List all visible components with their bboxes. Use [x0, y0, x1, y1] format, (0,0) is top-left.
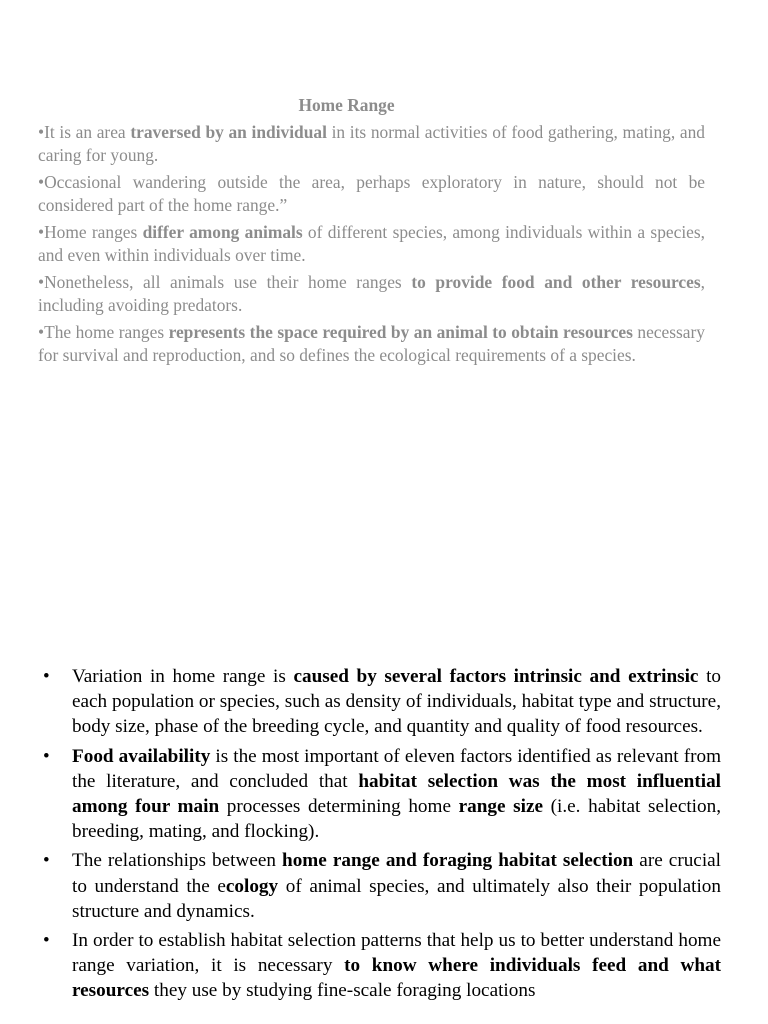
text-run: they use by studying fine-scale foraging locations: [149, 980, 536, 1002]
list-item-text: [72, 930, 721, 1001]
text-run: The relationships between: [72, 850, 283, 872]
text-run: •It is an area: [38, 122, 131, 142]
bold-text-run: caused by several factors intrinsic and extrinsic: [293, 666, 699, 687]
bold-text-run: represents the space required by an animal to obtain resources: [168, 322, 633, 342]
home-range-bullet-list: [38, 121, 705, 367]
home-range-paragraph: [38, 321, 705, 367]
bold-text-run: home range and foraging habitat selection: [282, 850, 634, 872]
bullet-icon: •: [43, 666, 50, 687]
list-item: [38, 664, 721, 740]
text-run: of animal species, and ultimately also their population structure and dynamics.: [72, 875, 721, 922]
bold-text-run: habitat selection was the most influential among four main: [72, 770, 721, 818]
list-item-text: [72, 666, 721, 737]
text-run: , including avoiding predators.: [38, 272, 705, 315]
list-item: [38, 928, 721, 1004]
bold-text-run: traversed by an individual: [130, 122, 327, 142]
list-item-text: [72, 850, 721, 921]
variation-bullet-list: [38, 664, 721, 1008]
bold-text-run: differ among animals: [142, 222, 303, 242]
text-run: Variation in home range is: [72, 666, 294, 687]
text-run: processes determining home: [219, 796, 459, 818]
bullet-icon: •: [43, 850, 50, 872]
bold-text-run: to know where individuals feed and what resources: [72, 955, 722, 1002]
bold-text-run: Food availability: [72, 745, 211, 767]
bullet-icon: •: [43, 930, 50, 952]
text-run: (i.e. habitat selection, breeding, mating, and flocking).: [72, 796, 721, 843]
bullet-icon: •: [43, 745, 50, 767]
home-range-paragraph: [38, 171, 705, 217]
bold-text-run: range size: [458, 796, 543, 818]
text-run: is the most important of eleven factors identified as relevant from the literature, and concluded that: [72, 745, 721, 792]
text-run: •Home ranges: [38, 222, 143, 242]
text-run: •The home ranges: [38, 322, 169, 342]
list-item: [38, 848, 721, 924]
text-run: in its normal activities of food gathering, mating, and caring for young.: [38, 122, 705, 165]
list-item: [38, 744, 721, 845]
text-run: are crucial to understand the e: [72, 850, 721, 897]
text-run: •Nonetheless, all animals use their home ranges: [38, 272, 412, 292]
text-run: •Occasional wandering outside the area, perhaps exploratory in nature, should not be considered part of the home range.”: [38, 172, 705, 215]
home-range-paragraph: [38, 121, 705, 167]
home-range-section: [38, 94, 705, 371]
text-run: necessary for survival and reproduction, and so defines the ecological requirements of a species.: [38, 322, 705, 365]
text-run: of different species, among individuals within a species, and even within individuals over time.: [38, 222, 705, 265]
text-run: In order to establish habitat selection patterns that help us to better understand home range variation, it is necessary: [72, 930, 721, 977]
home-range-paragraph: [38, 221, 705, 267]
section-title: Home Range: [298, 95, 395, 115]
home-range-paragraph: [38, 271, 705, 317]
bold-text-run: cology: [225, 875, 279, 897]
bold-text-run: to provide food and other resources: [411, 272, 701, 292]
text-run: to each population or species, such as density of individuals, habitat type and structure, body size, phase of the breeding cycle, and quantity and quality of food resources.: [72, 666, 721, 738]
list-item-text: [72, 746, 721, 843]
